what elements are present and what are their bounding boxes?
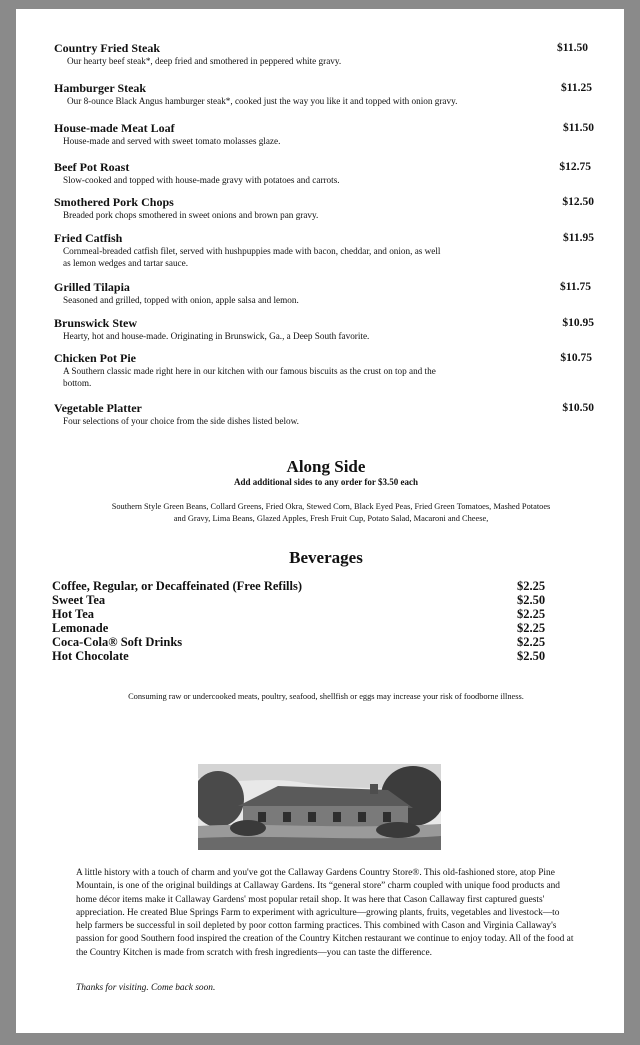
item-description: Slow-cooked and topped with house-made gravy with potatoes and carrots. — [63, 175, 340, 185]
menu-item — [54, 121, 598, 148]
sides-heading: Along Side — [286, 457, 366, 476]
beverage-name: Hot Tea — [52, 607, 95, 621]
menu-item — [54, 231, 598, 269]
beverage-row — [52, 607, 552, 621]
item-description: A Southern classic made right here in our kitchen with our famous biscuits as the crust on top and the bottom. — [63, 366, 436, 388]
thanks-line: Thanks for visiting. Come back soon. — [76, 983, 216, 993]
country-store-photo — [198, 764, 441, 850]
beverage-price: $2.25 — [517, 621, 546, 635]
item-name: Chicken Pot Pie — [54, 351, 136, 365]
item-price: $10.95 — [562, 317, 594, 329]
beverage-name: Coca-Cola® Soft Drinks — [52, 635, 183, 649]
beverage-row — [52, 621, 552, 635]
menu-page — [16, 9, 624, 1033]
beverage-name: Lemonade — [52, 621, 109, 635]
beverage-name: Hot Chocolate — [52, 649, 129, 663]
menu-item — [54, 195, 598, 222]
beverage-name: Coffee, Regular, or Decaffeinated (Free Refills) — [52, 579, 303, 593]
sides-subtitle: Add additional sides to any order for $3.50 each — [234, 477, 418, 487]
item-description: Four selections of your choice from the side dishes listed below. — [63, 416, 299, 426]
item-price: $11.95 — [563, 232, 594, 244]
item-price: $10.75 — [560, 352, 592, 364]
item-description: Our 8-ounce Black Angus hamburger steak*, cooked just the way you like it and topped with onion gravy. — [67, 96, 458, 106]
menu-item — [54, 316, 598, 343]
item-name: Vegetable Platter — [54, 401, 142, 415]
foodborne-warning: Consuming raw or undercooked meats, poultry, seafood, shellfish or eggs may increase your risk of foodborne illness. — [128, 692, 524, 701]
item-price: $11.50 — [563, 122, 594, 134]
item-price: $10.50 — [562, 402, 594, 414]
item-description: Hearty, hot and house-made. Originating in Brunswick, Ga., a Deep South favorite. — [63, 331, 370, 341]
item-name: Brunswick Stew — [54, 316, 138, 330]
item-price: $12.50 — [562, 196, 594, 208]
beverages-heading: Beverages — [289, 548, 363, 567]
beverage-price: $2.50 — [517, 649, 546, 663]
menu-item — [54, 160, 598, 187]
beverage-price: $2.25 — [517, 635, 546, 649]
country-store-illustration — [198, 764, 441, 850]
menu-item — [54, 351, 598, 389]
item-price: $11.25 — [561, 82, 592, 94]
item-description: Cornmeal-breaded catfish filet, served with hushpuppies made with bacon, cheddar, and onion, as well as lemon wedges and tartar sauce. — [63, 246, 441, 268]
item-name: House-made Meat Loaf — [54, 121, 175, 135]
item-price: $11.50 — [557, 42, 588, 54]
menu-item — [54, 41, 598, 68]
beverage-row — [52, 649, 552, 663]
menu-item — [54, 81, 598, 108]
item-name: Beef Pot Roast — [54, 160, 130, 174]
beverage-name: Sweet Tea — [52, 593, 106, 607]
beverage-price: $2.50 — [517, 593, 546, 607]
history-paragraph: A little history with a touch of charm and you've got the Callaway Gardens Country Store®. This old-fashioned store, atop Pine Mountain, is one of the original buildings at Callaway Gardens. Its “general store” charm coupled with unique food products and home décor items make it Callaway Gardens' most popular retail shop. It was here that Cason Callaway first captured guests' appreciation. He created Blue Springs Farm to experiment with agriculture—growing plants, fruits, vegetables and livestock—to help farmers be successful in soil depleted by poor cotton farming practices. This combined with Cason and Virginia Callaway's passion for good Southern food inspired the creation of the Country Kitchen restaurant we continue to enjoy today. All of the food at the Country Kitchen is made from scratch with fresh ingredients—you can taste the difference. — [76, 868, 574, 958]
beverage-row — [52, 635, 552, 649]
item-price: $11.75 — [560, 281, 591, 293]
item-name: Fried Catfish — [54, 231, 123, 245]
beverage-row — [52, 593, 552, 607]
beverage-price: $2.25 — [517, 607, 546, 621]
item-name: Country Fried Steak — [54, 41, 160, 55]
item-description: House-made and served with sweet tomato molasses glaze. — [63, 136, 281, 146]
beverage-row — [52, 579, 552, 593]
menu-item — [54, 280, 598, 307]
item-description: Our hearty beef steak*, deep fried and smothered in peppered white gravy. — [67, 56, 342, 66]
item-price: $12.75 — [559, 161, 591, 173]
item-name: Smothered Pork Chops — [54, 195, 174, 209]
item-name: Hamburger Steak — [54, 81, 147, 95]
beverage-list — [52, 579, 552, 663]
item-name: Grilled Tilapia — [54, 280, 130, 294]
menu-item — [54, 401, 598, 428]
item-description: Seasoned and grilled, topped with onion, apple salsa and lemon. — [63, 295, 299, 305]
beverage-price: $2.25 — [517, 579, 546, 593]
sides-list: Southern Style Green Beans, Collard Greens, Fried Okra, Stewed Corn, Black Eyed Peas, Fried Green Tomatoes, Mashed Potatoes and Gravy, Lima Beans, Glazed Apples, Fresh Fruit Cup, Potato Salad, Macaroni and Cheese, — [111, 502, 551, 523]
item-description: Breaded pork chops smothered in sweet onions and brown pan gravy. — [63, 210, 319, 220]
